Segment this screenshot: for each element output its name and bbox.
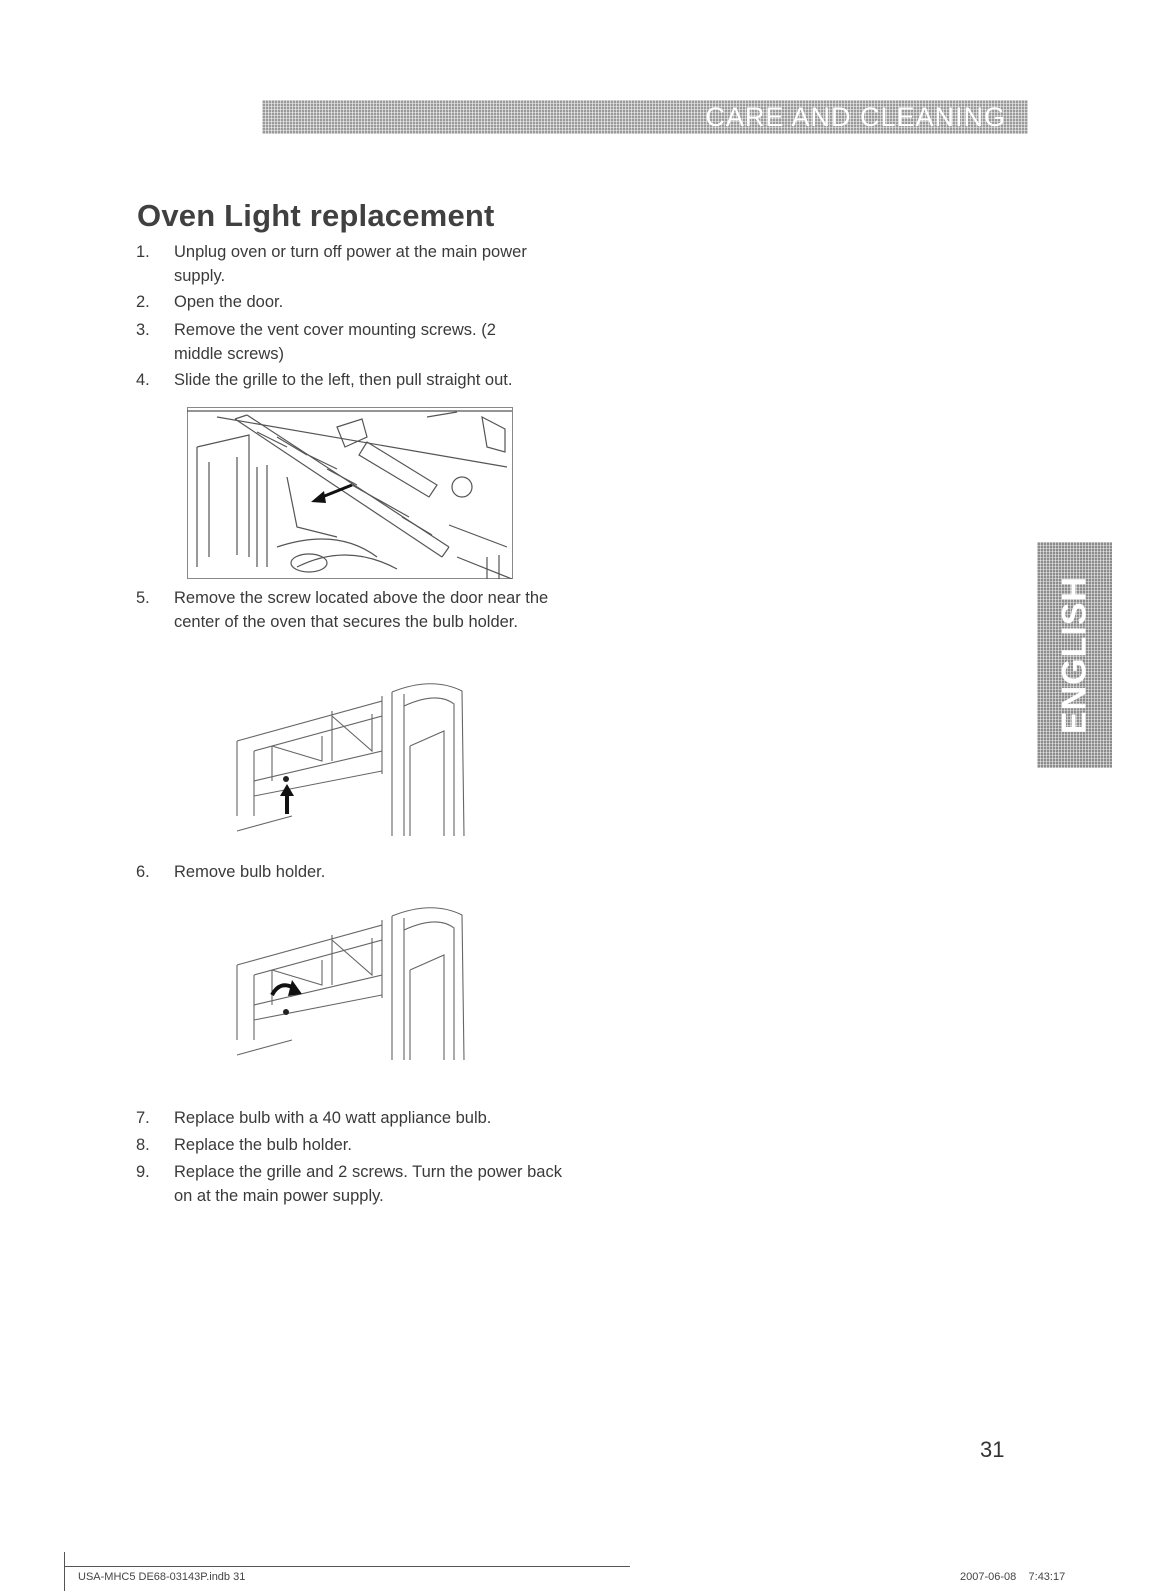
step-number: 5.: [136, 589, 150, 607]
step-number: 9.: [136, 1163, 150, 1181]
grille-removal-illustration: [187, 407, 513, 579]
section-banner: [262, 100, 1028, 134]
step-text: Remove the vent cover mounting screws. (2 middle screws): [174, 321, 496, 363]
step-text: Remove bulb holder.: [174, 863, 326, 881]
step-number: 7.: [136, 1109, 150, 1127]
footer-timestamp: [960, 1571, 1065, 1583]
step-text: Remove the screw located above the door near the center of the oven that secures the bulb holder.: [174, 589, 549, 631]
step-9: [136, 1160, 576, 1208]
step-text: Slide the grille to the left, then pull straight out.: [174, 371, 513, 389]
page-number: 31: [980, 1437, 1005, 1462]
footer-rule: [64, 1566, 630, 1567]
section-title: CARE AND CLEANING: [705, 102, 1006, 132]
step-number: 2.: [136, 293, 150, 311]
step-text: Replace bulb with a 40 watt appliance bulb.: [174, 1109, 492, 1127]
step-text: Replace the bulb holder.: [174, 1136, 352, 1154]
step-7: [136, 1106, 576, 1130]
remove-bulb-holder-illustration: [232, 900, 474, 1066]
language-tab-label: ENGLISH: [1055, 575, 1093, 735]
step-4: [136, 368, 576, 392]
step-number: 8.: [136, 1136, 150, 1154]
step-8: [136, 1133, 576, 1157]
step-6: [136, 860, 576, 884]
language-tab: [1037, 542, 1112, 768]
step-number: 6.: [136, 863, 150, 881]
footer-date: 2007-06-08: [960, 1571, 1017, 1583]
page-title: Oven Light replacement: [137, 198, 495, 233]
step-number: 1.: [136, 243, 150, 261]
footer-crop-mark: [64, 1552, 65, 1591]
step-text: Unplug oven or turn off power at the main power supply.: [174, 243, 527, 285]
footer-time: 7:43:17: [1028, 1571, 1066, 1583]
step-text: Replace the grille and 2 screws. Turn the power back on at the main power supply.: [174, 1163, 562, 1205]
footer-file-name: USA-MHC5 DE68-03143P.indb 31: [78, 1571, 246, 1583]
bulb-holder-screw-illustration: [232, 676, 474, 842]
step-2: [136, 290, 576, 314]
step-text: Open the door.: [174, 293, 284, 311]
step-3: [136, 318, 576, 366]
step-number: 3.: [136, 321, 150, 339]
step-number: 4.: [136, 371, 150, 389]
step-1: [136, 240, 576, 288]
step-5: [136, 586, 576, 634]
